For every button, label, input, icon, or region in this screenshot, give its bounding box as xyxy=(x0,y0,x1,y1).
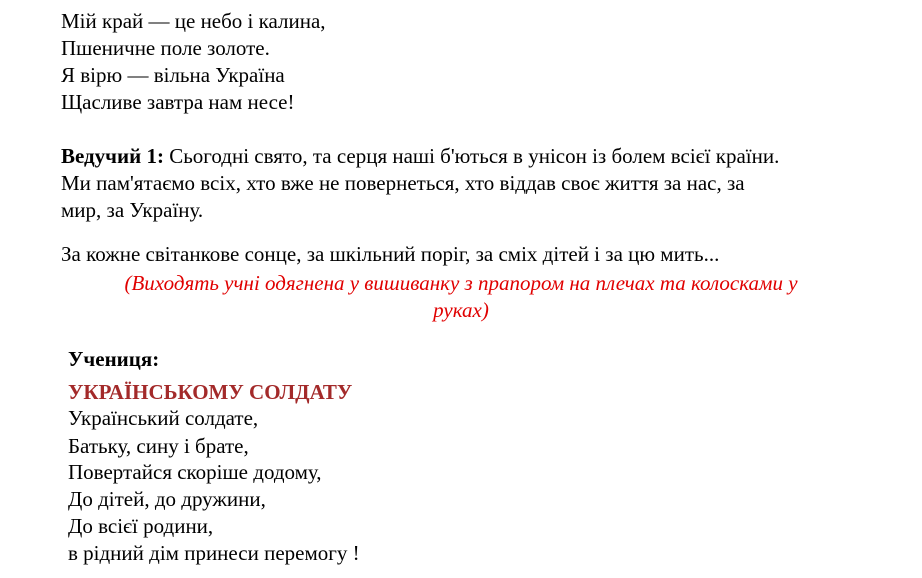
host1-text-line-1: Сьогодні свято, та серця наші б'ються в унісон із болем всієї країни. xyxy=(169,144,780,168)
host1-text-line-2: Ми пам'ятаємо всіх, хто вже не повернеться, хто віддав своє життя за нас, за xyxy=(61,171,745,195)
stage-direction-line-1: (Виходять учні одягнена у вишиванку з прапором на плечах та колосками у xyxy=(124,271,798,295)
poem-title: УКРАЇНСЬКОМУ СОЛДАТУ xyxy=(68,380,353,404)
poem1-line-1: Мій край — це небо і калина, xyxy=(61,9,326,33)
poem1-line-4: Щасливе завтра нам несе! xyxy=(61,90,295,114)
student-speaker: Учениця: xyxy=(68,347,160,371)
poem2-line-6: в рідний дім принеси перемогу ! xyxy=(68,541,360,565)
poem2-line-3: Повертайся скоріше додому, xyxy=(68,460,322,484)
poem2-line-2: Батьку, сину і брате, xyxy=(68,434,249,458)
poem2-line-1: Український солдате, xyxy=(68,406,259,430)
host1-paragraph-line-1 xyxy=(61,143,779,169)
host1-closing: За кожне світанкове сонце, за шкільний поріг, за сміх дітей і за цю мить... xyxy=(61,242,720,266)
poem2-line-4: До дітей, до дружини, xyxy=(68,487,266,511)
stage-direction-line-2: руках) xyxy=(433,298,489,322)
poem1-line-2: Пшеничне поле золоте. xyxy=(61,36,270,60)
poem1-line-3: Я вірю — вільна Україна xyxy=(61,63,285,87)
host1-speaker: Ведучий 1: xyxy=(61,144,164,168)
host1-text-line-3: мир, за Україну. xyxy=(61,198,204,222)
poem2-line-5: До всієї родини, xyxy=(68,514,214,538)
